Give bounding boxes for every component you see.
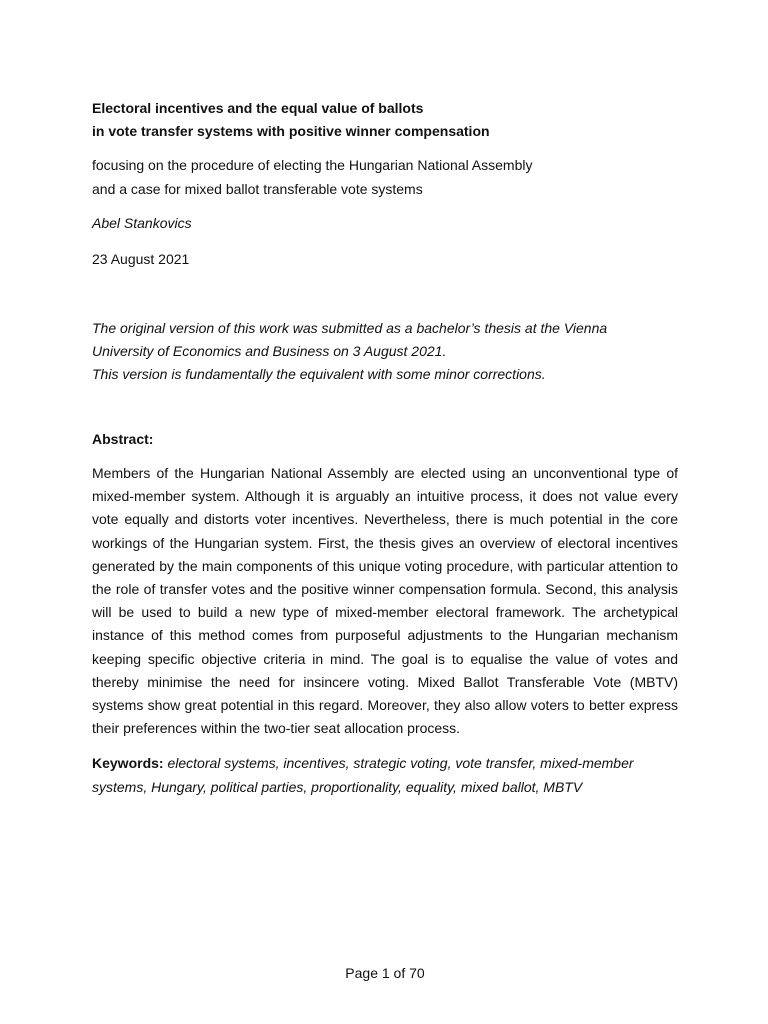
note-line-3: This version is fundamentally the equivalent with some minor corrections. bbox=[92, 366, 546, 382]
abstract-line: mixed-member system. Although it is arguably an intuitive process, it does not value every bbox=[92, 488, 678, 505]
abstract-line: the role of transfer votes and the positive winner compensation formula. Second, this analysis bbox=[92, 581, 678, 598]
document-title bbox=[92, 97, 678, 143]
page-number: Page 1 of 70 bbox=[345, 965, 425, 981]
abstract-line: Members of the Hungarian National Assembly are elected using an unconventional type of bbox=[92, 465, 678, 481]
abstract-line: instance of this method comes from purposeful adjustments to the Hungarian mechanism bbox=[92, 627, 678, 644]
keywords-section bbox=[92, 751, 678, 799]
subtitle-line-1: focusing on the procedure of electing the Hungarian National Assembly bbox=[92, 157, 533, 173]
abstract-line: keeping specific objective criteria in mind. The goal is to equalise the value of votes and bbox=[92, 650, 678, 667]
abstract-line: systems show great potential in this regard. Moreover, they also allow voters to better express bbox=[92, 697, 678, 714]
note-line-1: The original version of this work was submitted as a bachelor’s thesis at the Vienna bbox=[92, 320, 608, 336]
document-subtitle bbox=[92, 153, 678, 201]
keywords-text-1: electoral systems, incentives, strategic voting, vote transfer, mixed-member bbox=[167, 755, 634, 771]
title-line-2: in vote transfer systems with positive winner compensation bbox=[92, 123, 490, 139]
document-page bbox=[92, 0, 678, 1024]
abstract-heading: Abstract: bbox=[92, 431, 154, 447]
publication-date: 23 August 2021 bbox=[92, 251, 190, 267]
author-name: Abel Stankovics bbox=[92, 215, 192, 231]
keywords-text-2: systems, Hungary, political parties, proportionality, equality, mixed ballot, MBTV bbox=[92, 779, 583, 795]
keywords-line-1 bbox=[92, 751, 678, 775]
version-note bbox=[92, 317, 678, 386]
abstract-line: thereby minimise the need for insincere voting. Mixed Ballot Transferable Vote (MBTV) bbox=[92, 673, 678, 690]
abstract-line: generated by the main components of this unique voting procedure, with particular attention to bbox=[92, 557, 678, 574]
abstract-line: their preferences within the two-tier seat allocation process. bbox=[92, 720, 461, 737]
abstract-body bbox=[92, 462, 678, 740]
abstract-line: workings of the Hungarian system. First, the thesis gives an overview of electoral incentives bbox=[92, 534, 678, 551]
abstract-line: will be used to build a new type of mixed-member electoral framework. The archetypical bbox=[92, 604, 678, 621]
subtitle-line-2: and a case for mixed ballot transferable vote systems bbox=[92, 181, 423, 197]
title-line-1: Electoral incentives and the equal value of ballots bbox=[92, 100, 424, 116]
note-line-2: University of Economics and Business on 3 August 2021. bbox=[92, 343, 447, 359]
abstract-line: vote equally and distorts voter incentives. Nevertheless, there is much potential in the core bbox=[92, 511, 678, 528]
keywords-label: Keywords: bbox=[92, 755, 164, 771]
